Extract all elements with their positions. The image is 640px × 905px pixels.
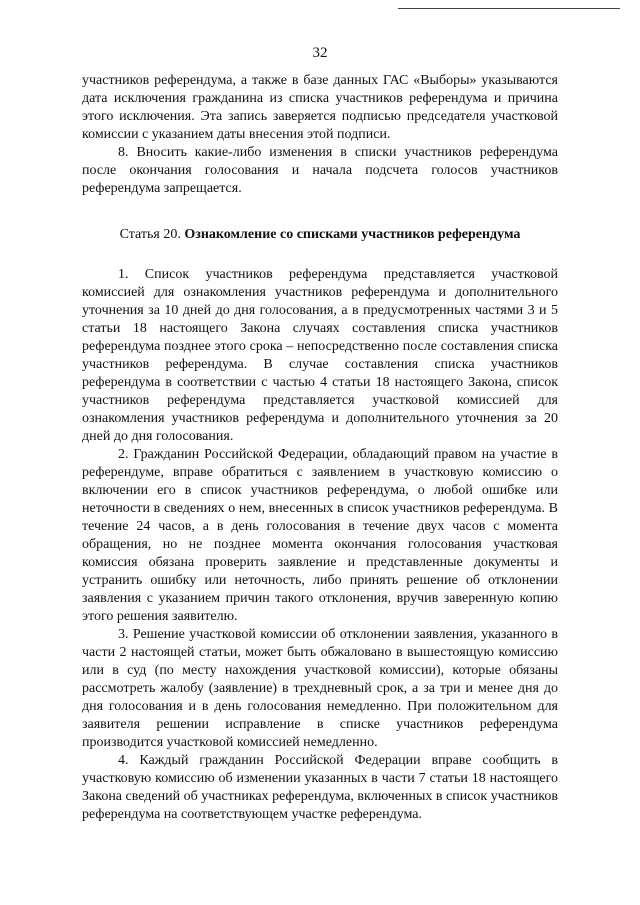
page-number: 32	[312, 45, 328, 61]
article-title: Ознакомление со списками участников референдума	[184, 227, 521, 242]
paragraph-part-2: 2. Гражданин Российской Федерации, обладающий правом на участие в референдуме, вправе обратиться с заявлением в участковую комиссию о включении его в список участников референдума, о любой ошибке или неточности в сведениях о нем, внесенных в список участников референдума. В течение 24 часов, а в день голосования в течение двух часов с момента обращения, но не позднее момента окончания голосования участковая комиссия обязана проверить заявление и представленные документы и устранить ошибку или неточность, либо принять решение об отклонении заявления с указанием причин такого отклонения, вручив заверенную копию этого решения заявителю.	[82, 447, 558, 624]
paragraph-part-1: 1. Список участников референдума представляется участковой комиссией для ознакомления участников референдума и дополнительного уточнения за 10 дней до дня голосования, а в предусмотренных частями 3 и 5 статьи 18 настоящего Закона случаях составления списка участников референдума позднее этого срока – непосредственно после составления списка участников референдума. В случае составления списка участников референдума в соответствии с частью 4 статьи 18 настоящего Закона, список участников референдума представляется участковой комиссией для ознакомления участников референдума и дополнительного уточнения за 20 дней до дня голосования.	[82, 267, 558, 444]
paragraph-continuation: участников референдума, а также в базе данных ГАС «Выборы» указываются дата исключения гражданина из списка участников референдума и причина этого исключения. Эта запись заверяется подписью председателя участковой комиссии с указанием даты внесения этой подписи.	[82, 73, 558, 142]
article-number: Статья 20.	[119, 227, 181, 242]
document-body	[82, 72, 558, 824]
paragraph-part-8: 8. Вносить какие-либо изменения в списки участников референдума после окончания голосования и начала подсчета голосов участников референдума запрещается.	[82, 145, 558, 196]
paragraph-part-4: 4. Каждый гражданин Российской Федерации вправе сообщить в участковую комиссию об изменении указанных в части 7 статьи 18 настоящего Закона сведений об участниках референдума, включенных в список участников референдума на соответствующем участке референдума.	[82, 753, 558, 822]
paragraph-part-3: 3. Решение участковой комиссии об отклонении заявления, указанного в части 2 настоящей статьи, может быть обжаловано в вышестоящую комиссию или в суд (по месту нахождения участковой комиссии), которые обязаны рассмотреть жалобу (заявление) в трехдневный срок, а за три и менее дня до дня голосования и в день голосования немедленно. При положительном для заявителя решении исправление в списке участников референдума производится участковой комиссией немедленно.	[82, 627, 558, 750]
article-heading	[82, 226, 558, 244]
header-rule	[398, 8, 620, 9]
